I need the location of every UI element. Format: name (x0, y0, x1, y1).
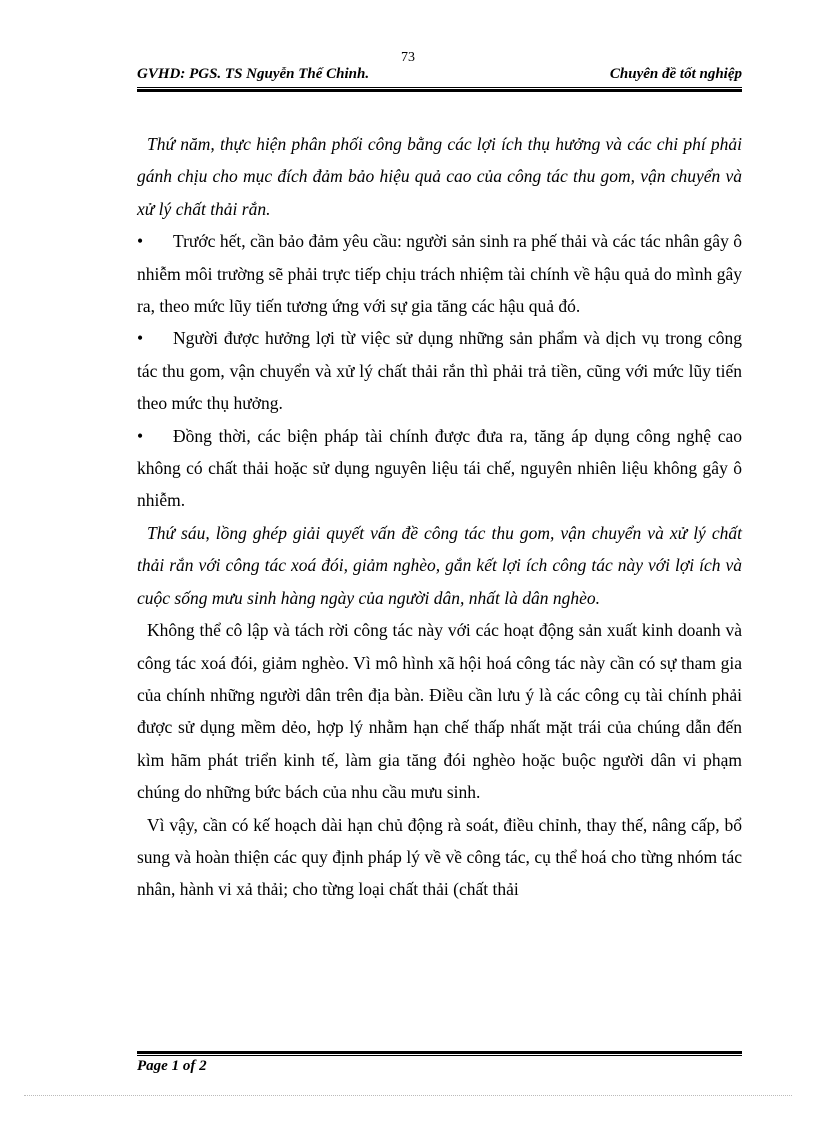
header-rule-thick (137, 89, 742, 92)
bullet-icon: • (137, 231, 144, 252)
bullet-paragraph (137, 322, 742, 419)
paragraph-italic (137, 128, 742, 225)
paragraph-italic (137, 517, 742, 614)
paragraph-text: Người được hưởng lợi từ việc sử dụng những sản phẩm và dịch vụ trong công tác thu gom, vận chuyển và xử lý chất thải rắn thì phải trả tiền, cũng với mức lũy tiến theo mức thụ hưởng. (137, 328, 742, 414)
page-number: 73 (401, 50, 415, 65)
header-rule-thin (137, 87, 742, 88)
bullet-paragraph (137, 420, 742, 517)
paragraph-text: Đồng thời, các biện pháp tài chính được đưa ra, tăng áp dụng công nghệ cao không có chất thải hoặc sử dụng nguyên liệu tái chế, nguyên nhiên liệu không gây ô nhiễm. (137, 425, 742, 511)
body-text (137, 128, 742, 906)
paragraph-text: Không thể cô lập và tách rời công tác này với các hoạt động sản xuất kinh doanh và công tác xoá đói, giảm nghèo. Vì mô hình xã hội hoá công tác này cần có sự tham gia của chính những người dân trên địa bàn. Điều cần lưu ý là các công cụ tài chính phải được sử dụng mềm dẻo, hợp lý nhằm hạn chế thấp nhất mặt trái của chúng dẫn đến kìm hãm phát triển kinh tế, làm gia tăng đói nghèo hoặc buộc người dân vi phạm chúng do những bức bách của nhu cầu mưu sinh. (137, 620, 742, 803)
paragraph-text: Thứ năm, thực hiện phân phối công bằng các lợi ích thụ hưởng và các chi phí phải gánh chịu cho mục đích đảm bảo hiệu quả cao của công tác thu gom, vận chuyển và xử lý chất thải rắn. (137, 134, 742, 219)
bullet-icon: • (137, 425, 144, 446)
paragraph-text: Vì vậy, cần có kế hoạch dài hạn chủ động rà soát, điều chỉnh, thay thế, nâng cấp, bổ sung và hoàn thiện các quy định pháp lý về về công tác, cụ thể hoá cho từng nhóm tác nhân, hành vi xả thải; cho từng loại chất thải (chất thải (137, 814, 742, 900)
page-bottom-border (24, 1095, 792, 1096)
page-footer: Page 1 of 2 (137, 1058, 207, 1074)
bullet-paragraph (137, 225, 742, 322)
header-supervisor: GVHD: PGS. TS Nguyễn Thế Chinh. (137, 66, 370, 82)
footer-rule-thick (137, 1051, 742, 1054)
paragraph (137, 614, 742, 808)
page-header (137, 66, 742, 86)
paragraph-text: Thứ sáu, lồng ghép giải quyết vấn đề công tác thu gom, vận chuyển và xử lý chất thải rắn với công tác xoá đói, giảm nghèo, gắn kết lợi ích công tác này với lợi ích và cuộc sống mưu sinh hàng ngày của người dân, nhất là dân nghèo. (137, 522, 742, 608)
bullet-icon: • (137, 328, 144, 349)
paragraph-text: Trước hết, cần bảo đảm yêu cầu: người sản sinh ra phế thải và các tác nhân gây ô nhiễm môi trường sẽ phải trực tiếp chịu trách nhiệm tài chính về hậu quả do mình gây ra, theo mức lũy tiến tương ứng với sự gia tăng các hậu quả đó. (137, 231, 742, 317)
header-document-type: Chuyên đề tốt nghiệp (609, 66, 742, 82)
footer-rule-thin (137, 1055, 742, 1056)
paragraph (137, 809, 742, 906)
